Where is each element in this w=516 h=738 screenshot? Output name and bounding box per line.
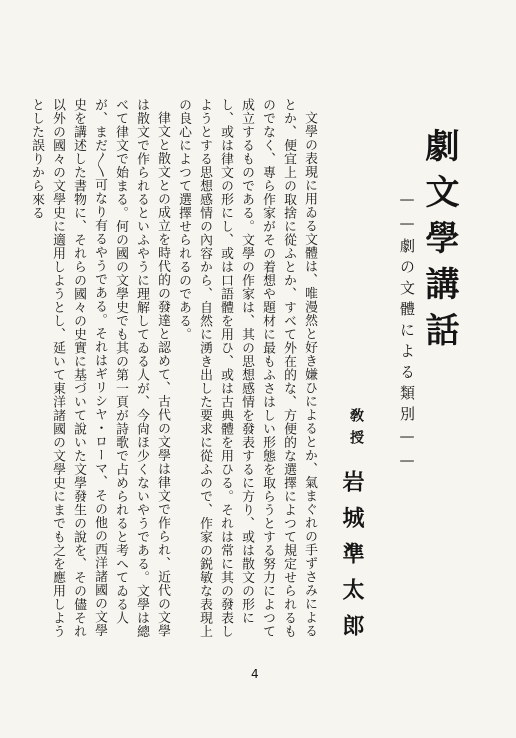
article-title: 劇文學講話 xyxy=(419,128,459,358)
author-name: 岩城準太郎 xyxy=(339,470,365,650)
page-number: 4 xyxy=(251,667,259,681)
paragraph: 律文と散文との成立を時代的の發達と認めて、古代の文學は律文で作られ、近代の文學は散文で作られるといふやうに理解してゐる人が、今尙ほ少くないやうである。文學は總べて律文で始まる。何の國の文學史でも其の第一頁が詩歌で占められると考へてゐる人が、まだ〳〵可なり有るやうである。それはギリシヤ・ローマ、その他の西洋諸國の文學史を講述した書物に、それらの國々の史實に基づいて說いた文學發生の說を、その儘それ以外の國々の文學史に適用しようとし、延いて東洋諸國の文學史にまでも之を應用しようとした誤りから來る xyxy=(29,98,170,638)
author-role: 敎授 xyxy=(348,408,364,452)
paragraph: 文學の表現に用ゐる文體は、唯漫然と好き嫌ひによるとか、氣まぐれの手ずさみによるとか、便宜上の取捨に從ふとか、すべて外在的な、方便的な選擇によつて規定せられるものでなく、專ら作家がその着想や題材に最もふさはしい形態を取らうとする努力によつて成立するものである。文學の作家は、其の思想感情を發表するに方り、或は散文の形にし、或は律文の形にし、或は口語體を用ひ、或は古典體を用ひる。それは常に其の發表しようとする思想感情の內容から、自然に湧き出した要求に從ふので、作家の鋭敏な表現上の良心によつて選擇せられるのである。 xyxy=(176,98,317,638)
article-subtitle: ——劇の文體による類別—— xyxy=(398,190,416,475)
body-text xyxy=(29,98,320,646)
